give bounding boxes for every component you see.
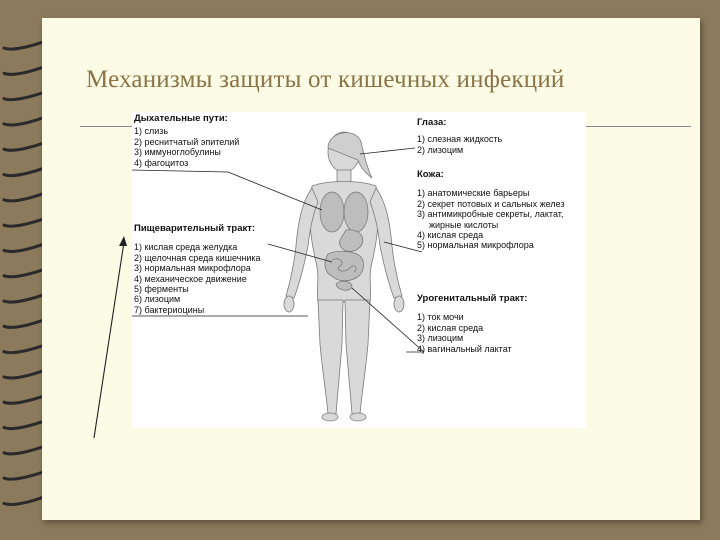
urogenital-item: 3) лизоцим (417, 333, 464, 344)
urogenital-item: 1) ток мочи (417, 312, 464, 323)
eyes-item: 1) слезная жидкость (417, 134, 503, 145)
digestive-item: 5) ферменты (134, 284, 189, 295)
eyes-heading: Глаза: (417, 117, 447, 128)
digestive-item: 6) лизоцим (134, 294, 181, 305)
skin-item: 5) нормальная микрофлора (417, 240, 534, 251)
respiratory-item: 4) фагоцитоз (134, 157, 189, 168)
digestive-heading: Пищеварительный тракт: (134, 223, 256, 234)
digestive-item: 2) щелочная среда кишечника (134, 252, 261, 263)
urogenital-item: 4) вагинальный лактат (417, 343, 512, 354)
digestive-item: 7) бактериоцины (134, 304, 205, 315)
respiratory-item: 1) слизь (134, 126, 169, 137)
respiratory-item: 3) иммуноглобулины (134, 147, 221, 158)
slide-title: Механизмы защиты от кишечных инфекций (86, 66, 565, 93)
respiratory-heading: Дыхательные пути: (134, 113, 228, 124)
digestive-item: 3) нормальная микрофлора (134, 263, 251, 274)
digestive-item: 4) механическое движение (134, 273, 247, 284)
digestive-item: 1) кислая среда желудка (134, 242, 238, 253)
urogenital-item: 2) кислая среда (417, 322, 484, 333)
skin-item: жирные кислоты (429, 219, 499, 230)
skin-item: 4) кислая среда (417, 230, 484, 241)
urogenital-heading: Урогенитальный тракт: (417, 293, 528, 304)
skin-heading: Кожа: (417, 169, 444, 180)
respiratory-item: 2) реснитчатый эпителий (134, 136, 240, 147)
skin-item: 2) секрет потовых и сальных желез (417, 198, 565, 209)
eyes-item: 2) лизоцим (417, 144, 464, 155)
skin-item: 3) антимикробные секреты, лактат, (417, 209, 564, 220)
skin-item: 1) анатомические барьеры (417, 188, 530, 199)
